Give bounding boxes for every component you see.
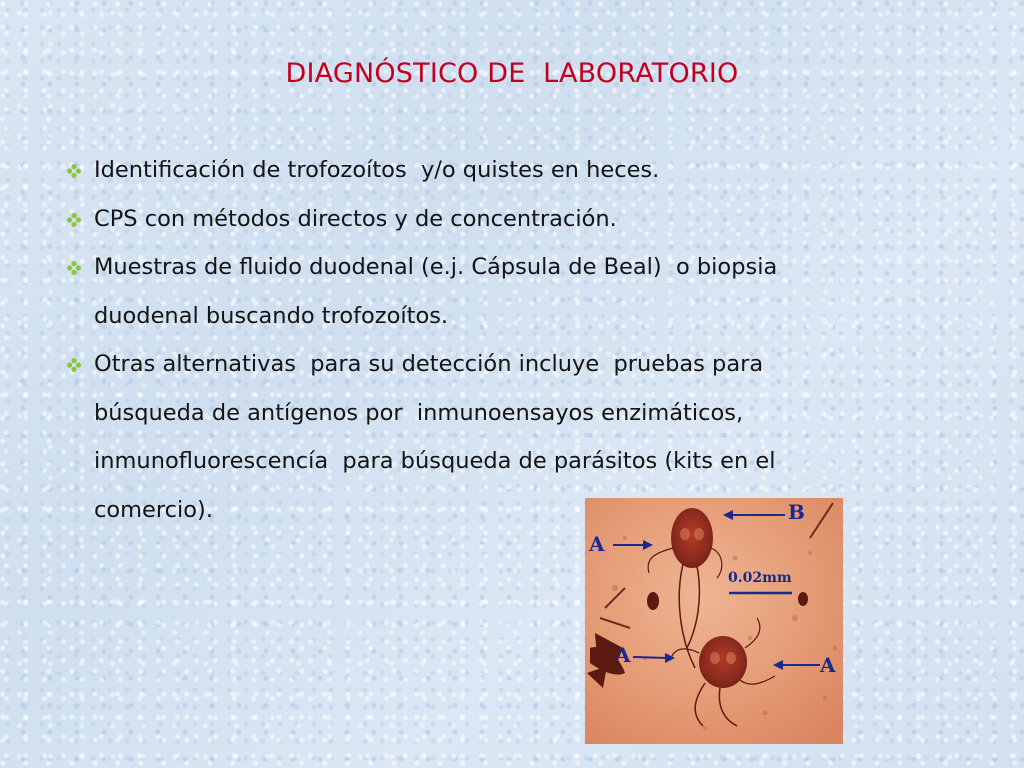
bullet-item [64,146,964,195]
slide-title: DIAGNÓSTICO DE LABORATORIO [285,58,739,89]
bullet-text: Otras alternativas para su detección incluye pruebas para búsqueda de antígenos por inmunoensayos enzimáticos, inmunofluorescencía para búsqueda de parásitos (kits en el comercio). [94,351,776,523]
bullet-item [64,243,964,340]
label-a-mid: A [615,643,631,667]
bullet-text: Muestras de fluido duodenal (e.j. Cápsula de Beal) o biopsia duodenal buscando trofozoítos. [94,254,778,329]
giardia-micrograph [585,498,843,744]
scale-label: 0.02mm [728,570,792,586]
micrograph-drawing [585,498,843,744]
label-a-right: A [820,653,836,677]
bullet-list [64,146,964,534]
diamond-bullet-icon [66,260,82,276]
bullet-text: Identificación de trofozoítos y/o quistes en heces. [94,157,660,183]
label-a-top: A [589,532,605,556]
label-b: B [788,500,805,524]
diamond-bullet-icon [66,212,82,228]
bullet-text: CPS con métodos directos y de concentración. [94,205,617,232]
diamond-bullet-icon [66,357,82,373]
diamond-bullet-icon [66,163,82,179]
bullet-item [64,195,964,244]
